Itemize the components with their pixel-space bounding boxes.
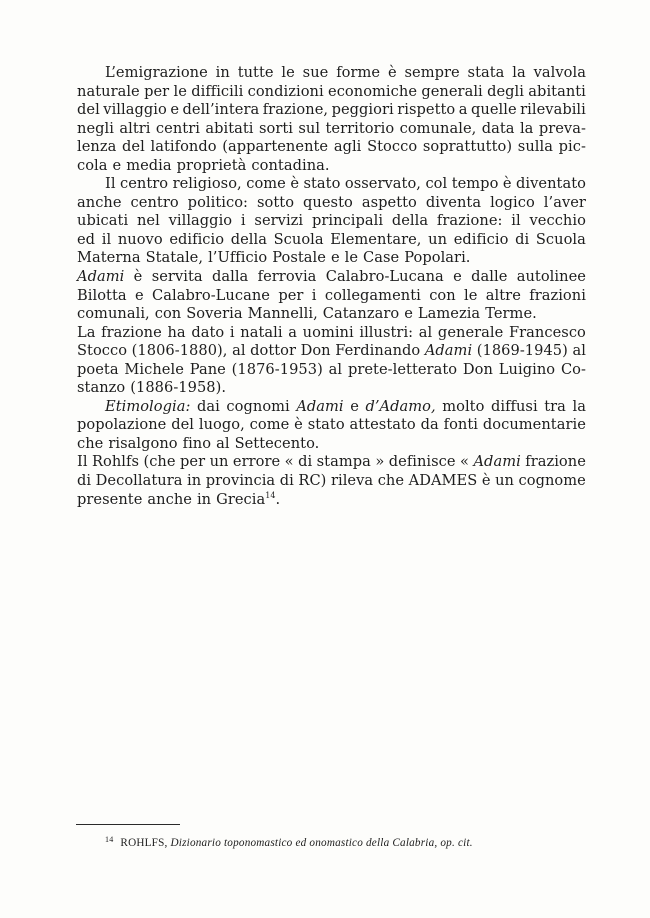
text-line: popolazione del luogo, come è stato attestato da fonti documentarie xyxy=(77,416,586,434)
text-line: Etimologia: dai cognomi Adami e d’Adamo, molto diffusi tra la xyxy=(105,397,586,415)
text-line: poeta Michele Pane (1876-1953) al prete-letterato Don Luigino Co- xyxy=(77,360,586,378)
footnote-author: ROHLFS, xyxy=(120,837,168,849)
footnote-reference: 14 xyxy=(265,490,276,500)
text-line: Bilotta e Calabro-Lucane per i collegamenti con le altre frazioni xyxy=(77,286,586,304)
text-line: naturale per le difficili condizioni economiche generali degli abitanti xyxy=(77,82,586,100)
text-line: negli altri centri abitati sorti sul territorio comunale, data la preva- xyxy=(77,119,586,137)
paragraph xyxy=(77,268,586,324)
text-line: lenza del latifondo (appartenente agli Stocco soprattutto) sulla pic- xyxy=(77,138,586,156)
paragraph xyxy=(77,324,586,398)
text-line: stanzo (1886-1958). xyxy=(77,379,227,397)
text-line: Adami è servita dalla ferrovia Calabro-Lucana e dalle autolinee xyxy=(77,268,586,286)
text-line: che risalgono fino al Settecento. xyxy=(77,434,320,452)
text-line: Stocco (1806-1880), al dottor Don Ferdinando Adami (1869-1945) al xyxy=(77,342,586,360)
paragraph xyxy=(77,398,586,454)
footnote-ref: op. cit. xyxy=(440,837,473,849)
footnote-number: 14 xyxy=(105,835,114,844)
text-line: presente anche in Grecia$^{14}$. xyxy=(77,490,281,508)
text-line: Il Rohlfs (che per un errore « di stampa » definisce « Adami frazione xyxy=(77,453,586,471)
paragraph xyxy=(77,64,586,175)
text-line: L’emigrazione in tutte le sue forme è sempre stata la valvola xyxy=(105,64,586,81)
text-line: La frazione ha dato i natali a uomini illustri: al generale Francesco xyxy=(77,323,586,341)
paragraph xyxy=(77,175,586,268)
footnote-title: Dizionario toponomastico ed onomastico della Calabria, xyxy=(170,837,438,849)
paragraph xyxy=(77,453,586,509)
text-line: Il centro religioso, come è stato osservato, col tempo è diventato xyxy=(105,175,586,193)
text-line: Materna Statale, l’Ufficio Postale e le Case Popolari. xyxy=(77,249,471,267)
text-line: anche centro politico: sotto questo aspetto diventa logico l’aver xyxy=(77,193,586,211)
text-line: comunali, con Soveria Mannelli, Catanzaro e Lamezia Terme. xyxy=(77,305,537,323)
text-line: di Decollatura in provincia di RC) rileva che ADAMES è un cognome xyxy=(77,472,586,490)
text-line: ed il nuovo edificio della Scuola Elementare, un edificio di Scuola xyxy=(77,230,586,248)
text-line: ubicati nel villaggio i servizi principali della frazione: il vecchio xyxy=(77,212,586,230)
body-text xyxy=(77,64,586,509)
text-line: del villaggio e dell’intera frazione, peggiori rispetto a quelle rilevabili xyxy=(77,101,586,119)
footnote-separator xyxy=(76,824,180,825)
footnote xyxy=(105,833,585,850)
text-line: cola e media proprietà contadina. xyxy=(77,156,330,174)
